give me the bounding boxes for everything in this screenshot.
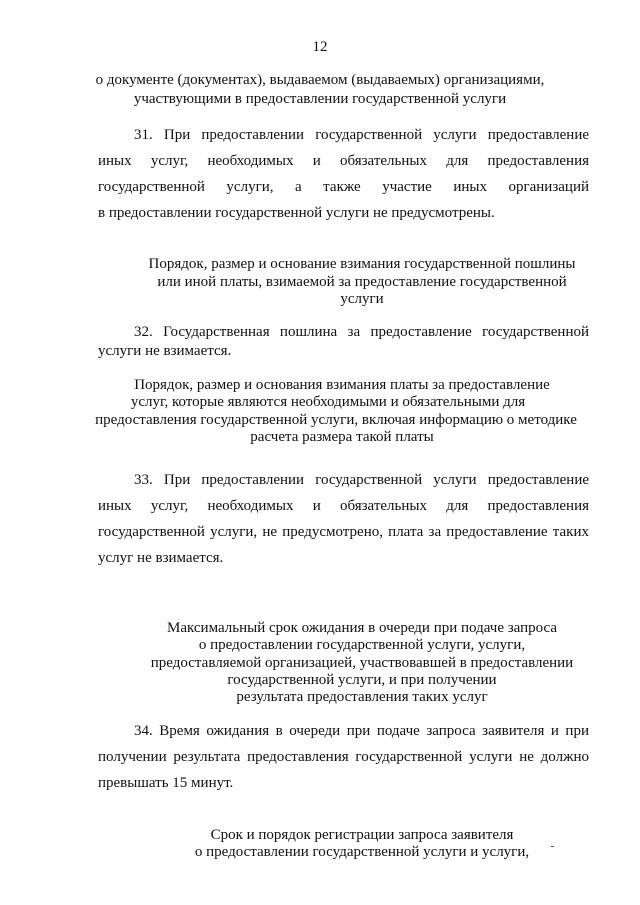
payment-heading-line-4: расчета размера такой платы (250, 429, 434, 445)
queue-heading-line-1: Максимальный срок ожидания в очереди при подаче запроса (166, 620, 558, 636)
queue-heading-line-3: предоставляемой организацией, участвовавшей в предоставлении (150, 655, 574, 671)
page-number: 12 (312, 39, 328, 55)
intro-heading-line-1: о документе (документах), выдаваемом (выдаваемых) организациями, (95, 72, 545, 88)
queue-heading-line-4: государственной услуги, и при получении (227, 672, 497, 688)
registration-heading-line-2: о предоставлении государственной услуги и услуги, (194, 844, 530, 860)
queue-heading-line-2: о предоставлении государственной услуги, услуги, (198, 637, 526, 653)
paragraph-33-line-3: государственной услуги, не предусмотрено, плата за предоставление таких (98, 524, 589, 540)
paragraph-34-line-3: превышать 15 минут. (98, 775, 234, 791)
paragraph-33-line-1: 33. При предоставлении государственной услуги предоставление (134, 472, 589, 488)
paragraph-32-line-1: 32. Государственная пошлина за предоставление государственной (134, 324, 589, 340)
payment-heading-line-2: услуг, которые являются необходимыми и обязательными для (130, 394, 526, 410)
paragraph-34-line-1: 34. Время ожидания в очереди при подаче запроса заявителя и при (134, 723, 589, 739)
paragraph-31-line-3: государственной услуги, а также участие иных организаций (98, 179, 589, 195)
queue-heading-line-5: результата предоставления таких услуг (236, 689, 488, 705)
intro-heading-line-2: участвующими в предоставлении государственной услуги (133, 91, 507, 107)
payment-heading-line-1: Порядок, размер и основания взимания платы за предоставление (134, 377, 550, 393)
fee-heading-line-3: услуги (340, 291, 384, 307)
payment-heading-line-3: предоставления государственной услуги, включая информацию о методике (95, 412, 577, 428)
paragraph-31-line-2: иных услуг, необходимых и обязательных для предоставления (98, 153, 589, 169)
scan-speck (551, 846, 554, 847)
paragraph-33-line-2: иных услуг, необходимых и обязательных для предоставления (98, 498, 589, 514)
paragraph-33-line-4: услуг не взимается. (98, 550, 224, 566)
fee-heading-line-2: или иной платы, взимаемой за предоставление государственной (157, 274, 567, 290)
paragraph-34-line-2: получении результата предоставления государственной услуги не должно (98, 749, 589, 765)
fee-heading-line-1: Порядок, размер и основание взимания государственной пошлины (148, 256, 576, 272)
paragraph-31-line-1: 31. При предоставлении государственной услуги предоставление (134, 127, 589, 143)
paragraph-31-line-4: в предоставлении государственной услуги не предусмотрены. (98, 205, 495, 221)
paragraph-32-line-2: услуги не взимается. (98, 343, 232, 359)
registration-heading-line-1: Срок и порядок регистрации запроса заявителя (210, 827, 514, 843)
